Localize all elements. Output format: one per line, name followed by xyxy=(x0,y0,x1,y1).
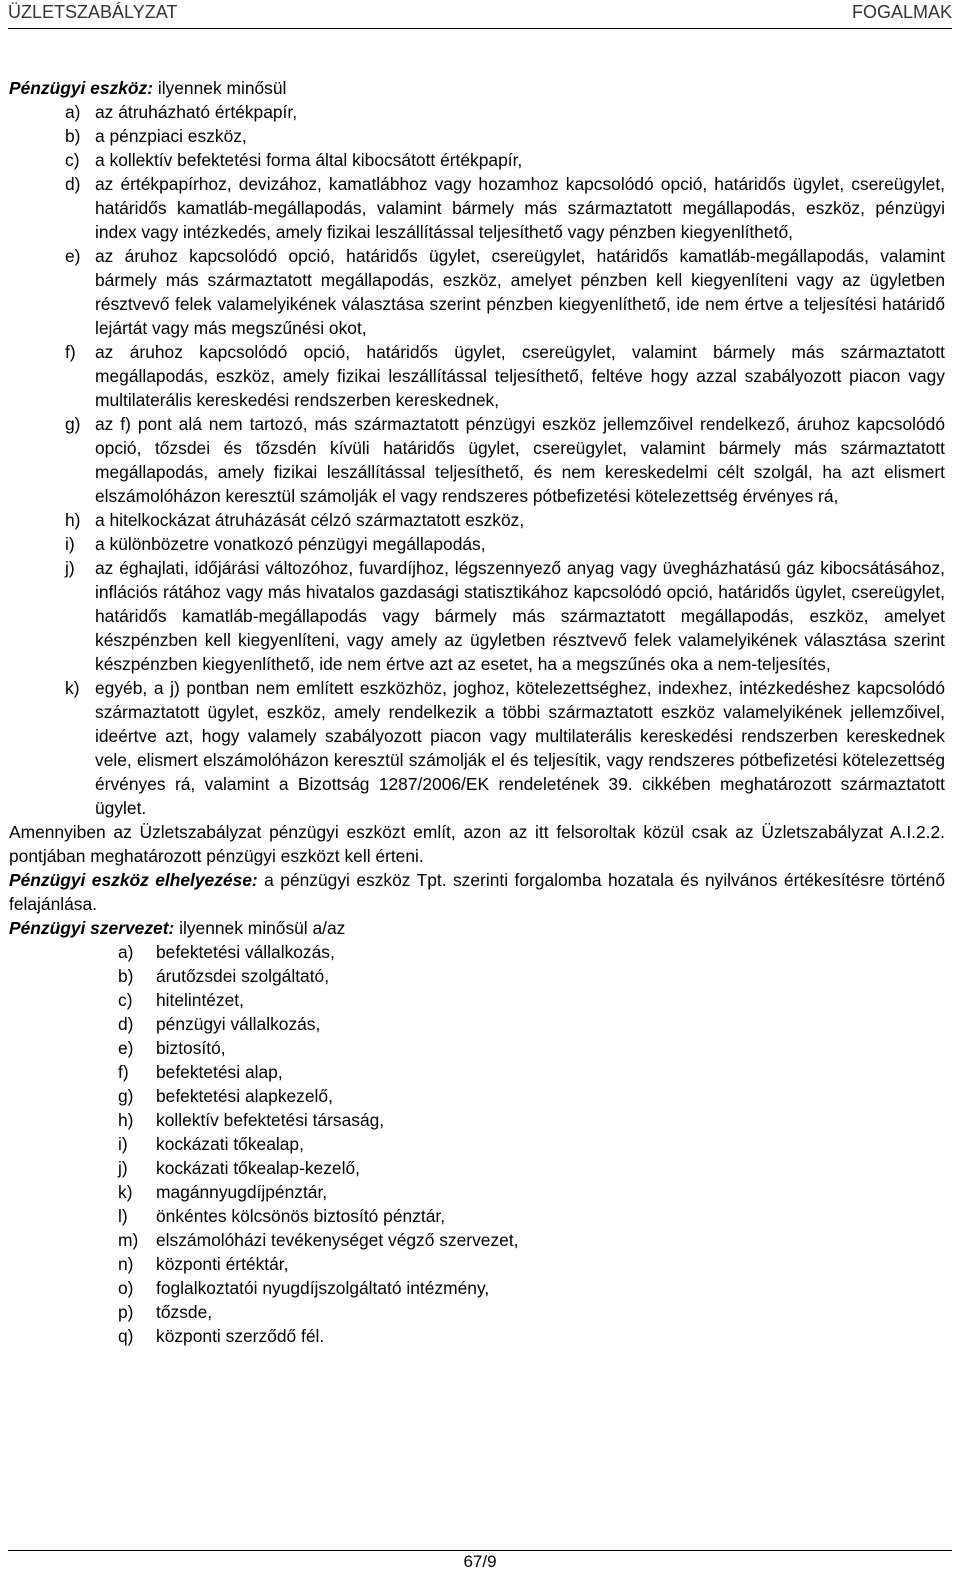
list-item-marker: c) xyxy=(118,990,133,1010)
list-item xyxy=(65,676,945,820)
list-item-text: az áruhoz kapcsolódó opció, határidős ügylet, csereügylet, határidős kamatláb-megállapodás, valamint bármely más származtatott megállapodás, eszköz, amelyet pénzben kell kiegyenlíteni vagy az ügyletben résztvevő felek valamelyikének választása szerint pénzben kiegyenlíthető, ide nem értve a teljesítési határidő lejártát vagy más megszűnési okot, xyxy=(95,246,945,338)
list-item-marker: n) xyxy=(118,1254,134,1274)
list-item-marker: b) xyxy=(118,966,134,986)
list-item-marker: j) xyxy=(118,1158,128,1178)
definition-financial-instrument xyxy=(9,76,945,100)
list-item-marker: k) xyxy=(65,678,80,698)
list-item-marker: j) xyxy=(65,558,75,578)
list-item-marker: e) xyxy=(118,1038,134,1058)
list-item xyxy=(65,412,945,508)
list-item-marker: p) xyxy=(118,1302,134,1322)
list-item xyxy=(118,1228,945,1252)
definition-placement xyxy=(9,868,945,916)
list-item xyxy=(118,1324,945,1348)
list-item-marker: f) xyxy=(118,1062,129,1082)
list-item-text: a kollektív befektetési forma által kibocsátott értékpapír, xyxy=(95,150,523,170)
list-item xyxy=(118,940,945,964)
list-item-text: befektetési alap, xyxy=(156,1062,283,1082)
list-item xyxy=(118,1084,945,1108)
list-item-marker: i) xyxy=(65,534,75,554)
list-item-marker: b) xyxy=(65,126,81,146)
list-item-marker: d) xyxy=(118,1014,134,1034)
list-item-text: az f) pont alá nem tartozó, más származtatott pénzügyi eszköz jellemzőivel rendelkező, áruhoz kapcsolódó opció, tőzsdei és tőzsdén kívüli határidős ügylet, csereügylet, valamint bármely más származtatott megállapodás, amely fizikai leszállítással teljesíthető, és nem kereskedelmi célt szolgál, ha azt elismert elszámolóházon keresztül számolják el vagy rendszeres pótbefizetési kötelezettség érvényes rá, xyxy=(95,414,945,506)
definition-financial-organization xyxy=(9,916,945,940)
header-section: FOGALMAK xyxy=(851,2,952,22)
list-item-marker: f) xyxy=(65,342,76,362)
list-item-text: a hitelkockázat átruházását célzó származtatott eszköz, xyxy=(95,510,525,530)
list-item-text: a különbözetre vonatkozó pénzügyi megállapodás, xyxy=(95,534,486,554)
footer-divider xyxy=(8,1550,952,1551)
list-item xyxy=(118,1060,945,1084)
organization-list xyxy=(9,940,945,1348)
list-item-marker: i) xyxy=(118,1134,128,1154)
header-title: ÜZLETSZABÁLYZAT xyxy=(8,2,178,22)
list-item xyxy=(65,244,945,340)
list-item-text: befektetési alapkezelő, xyxy=(156,1086,333,1106)
list-item-text: a pénzpiaci eszköz, xyxy=(95,126,247,146)
list-item-text: központi értéktár, xyxy=(156,1254,289,1274)
list-item-text: hitelintézet, xyxy=(156,990,244,1010)
list-item-text: az átruházható értékpapír, xyxy=(95,102,298,122)
list-item-marker: a) xyxy=(118,942,134,962)
list-item-text: foglalkoztatói nyugdíjszolgáltató intézmény, xyxy=(156,1278,490,1298)
list-item xyxy=(118,988,945,1012)
term-intro: ilyennek minősül xyxy=(153,78,287,98)
list-item-text: elszámolóházi tevékenységet végző szervezet, xyxy=(156,1230,519,1250)
list-item-marker: q) xyxy=(118,1326,134,1346)
list-item-text: árutőzsdei szolgáltató, xyxy=(156,966,330,986)
list-item-marker: m) xyxy=(118,1230,139,1250)
list-item xyxy=(118,1300,945,1324)
term-text: a pénzügyi eszköz Tpt. szerinti forgalomba hozatala és nyilvános értékesítésre történő felajánlása. xyxy=(9,870,945,914)
list-item-marker: a) xyxy=(65,102,81,122)
list-item-text: kockázati tőkealap, xyxy=(156,1134,304,1154)
list-item-text: központi szerződő fél. xyxy=(156,1326,325,1346)
document-body xyxy=(9,76,945,1348)
list-item xyxy=(65,508,945,532)
list-item-text: az áruhoz kapcsolódó opció, határidős ügylet, csereügylet, valamint bármely más származtatott megállapodás, eszköz, amely fizikai leszállítással teljesíthető, feltéve hogy azzal szabályozott piacon vagy multilaterális kereskedési rendszerben kereskednek, xyxy=(95,342,945,410)
list-item-marker: l) xyxy=(118,1206,128,1226)
list-item-text: tőzsde, xyxy=(156,1302,213,1322)
list-item-marker: e) xyxy=(65,246,81,266)
list-item xyxy=(65,532,945,556)
list-item xyxy=(65,340,945,412)
list-item xyxy=(118,964,945,988)
list-item-marker: h) xyxy=(65,510,81,530)
list-item-text: önkéntes kölcsönös biztosító pénztár, xyxy=(156,1206,446,1226)
list-item xyxy=(118,1276,945,1300)
list-item-marker: g) xyxy=(118,1086,134,1106)
list-item xyxy=(118,1252,945,1276)
list-item-marker: k) xyxy=(118,1182,133,1202)
list-item xyxy=(65,100,945,124)
term-label: Pénzügyi eszköz: xyxy=(9,78,153,98)
list-item xyxy=(118,1180,945,1204)
list-item xyxy=(118,1036,945,1060)
list-item xyxy=(65,172,945,244)
list-item xyxy=(65,124,945,148)
list-item-marker: c) xyxy=(65,150,80,170)
term-label: Pénzügyi eszköz elhelyezése: xyxy=(9,870,258,890)
list-item-text: magánnyugdíjpénztár, xyxy=(156,1182,328,1202)
list-item-text: biztosító, xyxy=(156,1038,226,1058)
list-item-marker: d) xyxy=(65,174,81,194)
term-intro: ilyennek minősül a/az xyxy=(174,918,346,938)
term-label: Pénzügyi szervezet: xyxy=(9,918,175,938)
closing-paragraph: Amennyiben az Üzletszabályzat pénzügyi eszközt említ, azon az itt felsoroltak közül csak az Üzletszabályzat A.I.2.2. pontjában meghatározott pénzügyi eszközt kell érteni. xyxy=(9,822,945,866)
list-item-marker: g) xyxy=(65,414,81,434)
list-item xyxy=(118,1012,945,1036)
list-item xyxy=(118,1132,945,1156)
list-item-text: egyéb, a j) pontban nem említett eszközhöz, joghoz, kötelezettséghez, indexhez, intézkedéshez kapcsolódó származtatott ügylet, eszköz, amely rendelkezik a többi származtatott eszköz valamelyikének jellemzőivel, ideértve azt, hogy valamely szabályozott piacon vagy multilaterális kereskedési rendszerben kereskednek vele, elismert elszámolóházon keresztül számolják el és teljesítik, vagy rendszeres pótbefizetési kötelezettség érvényes rá, valamint a Bizottság 1287/2006/EK rendeletének 39. cikkében meghatározott származtatott ügylet. xyxy=(95,678,945,818)
list-item-text: kollektív befektetési társaság, xyxy=(156,1110,385,1130)
list-item-text: pénzügyi vállalkozás, xyxy=(156,1014,321,1034)
list-item-marker: h) xyxy=(118,1110,134,1130)
page-header xyxy=(8,0,952,29)
list-item xyxy=(65,148,945,172)
list-item-text: az értékpapírhoz, devizához, kamatlábhoz vagy hozamhoz kapcsolódó opció, határidős ügylet, csereügylet, határidős kamatláb-megállapodás, valamint bármely más származtatott megállapodás, eszköz, pénzügyi index vagy intézkedés, amely fizikai leszállítással teljesíthető vagy pénzben kiegyenlíthető, xyxy=(95,174,945,242)
instrument-list xyxy=(9,100,945,820)
list-item xyxy=(118,1108,945,1132)
list-item xyxy=(65,556,945,676)
list-item-text: az éghajlati, időjárási változóhoz, fuvardíjhoz, légszennyező anyag vagy üvegházhatású gáz kibocsátásához, inflációs rátához vagy más hivatalos gazdasági statisztikához kapcsolódó opció, határidős ügylet, csereügylet, határidős kamatláb-megállapodás vagy bármely más származtatott megállapodás, eszköz, amelyet készpénzben kell kiegyenlíteni, vagy amely az ügyletben résztvevő felek valamelyikének választása szerint készpénzben kiegyenlíthető, ide nem értve azt az esetet, ha a megszűnés oka a nem-teljesítés, xyxy=(95,558,945,674)
list-item xyxy=(118,1204,945,1228)
list-item-marker: o) xyxy=(118,1278,134,1298)
list-item-text: kockázati tőkealap-kezelő, xyxy=(156,1158,360,1178)
page-number: 67/9 xyxy=(463,1552,497,1571)
list-item xyxy=(118,1156,945,1180)
list-item-text: befektetési vállalkozás, xyxy=(156,942,335,962)
